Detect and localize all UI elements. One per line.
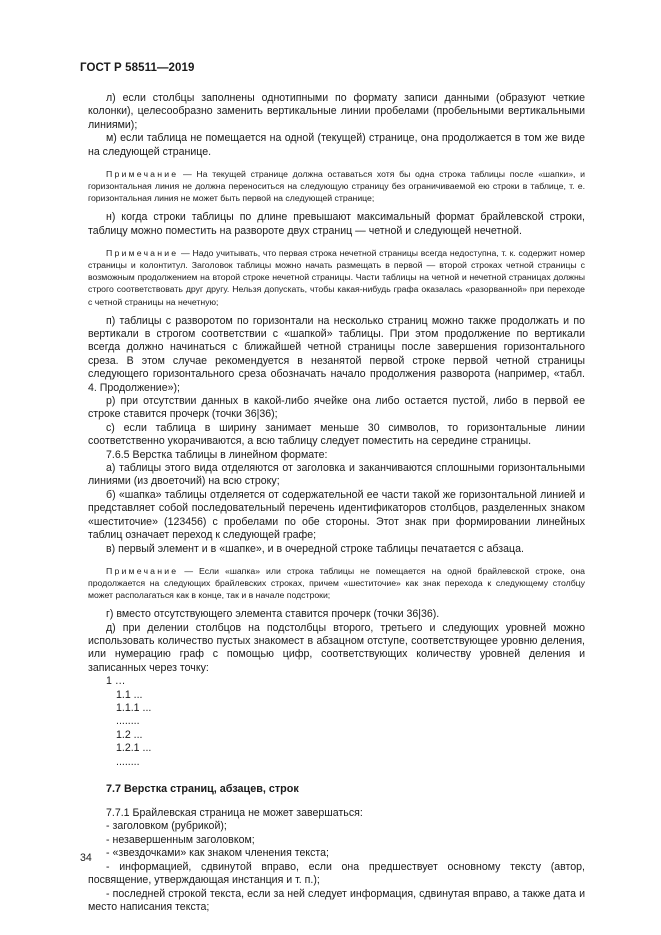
paragraph-p: п) таблицы с разворотом по горизонтали на несколько страниц можно также продолжать и по вертикали в строгом соответствии с «шапкой» таблицы. При этом продолжение по вертикали всегда должно начинаться с ближайшей четной страницы после завершения горизонтального среза. В этом случае рекомендуется в незанятой первой строке первой четной страницы следующего горизонтального среза обозначать начало продолжения разворота (например, «табл. 4. Продолжение»); <box>88 314 585 394</box>
dash-item-3: - «звездочками» как знаком членения текста; <box>106 847 330 860</box>
list-item: ........ <box>116 755 140 768</box>
paragraph-n: н) когда строки таблицы по длине превышают максимальный формат брайлевской строки, таблицу можно поместить на развороте двух страниц — четной и следующей нечетной. <box>88 211 585 237</box>
page-number: 34 <box>80 852 92 864</box>
note-text: — Надо учитывать, что первая строка нечетной страницы всегда недоступна, т. к. содержит номер страницы и колонтитул. Заголовок таблицы можно начать размещать в первой — второй строках четной страницы с возможным продолжением на второй строке нечетной страницы. Части таблицы на четной и нечетной страницах должны строго соответствовать друг другу. Нельзя допускать, чтобы какая-нибудь графа оказалась «разорванной» при переходе с четной страницы на нечетную; <box>88 248 585 307</box>
note-label: Примечание <box>106 169 179 180</box>
paragraph-s: с) если таблица в ширину занимает меньше 30 символов, то горизонтальные линии соответственно укорачиваются, а всю таблицу следует поместить на середине страницы. <box>88 421 585 448</box>
numbering-list <box>88 675 585 769</box>
dash-item-2: - незавершенным заголовком; <box>106 833 255 846</box>
note-label: Примечание <box>106 248 179 259</box>
paragraph-v: в) первый элемент и в «шапке», и в очередной строке таблицы печатается с абзаца. <box>106 542 524 555</box>
paragraph-7-7-1: 7.7.1 Брайлевская страница не может завершаться: <box>106 807 363 820</box>
section-heading-7-7: 7.7 Верстка страниц, абзацев, строк <box>106 783 299 796</box>
dash-item-5: - последней строкой текста, если за ней следует информация, сдвинутая вправо, а также дата и место написания текста; <box>88 887 585 913</box>
paragraph-m: м) если таблица не помещается на одной (текущей) странице, она продолжается в том же виде на следующей странице. <box>88 132 585 158</box>
paragraph-g: г) вместо отсутствующего элемента ставится прочерк (точки 36|36). <box>106 608 440 621</box>
paragraph-d: д) при делении столбцов на подстолбцы второго, третьего и следующих уровней можно использовать количество пустых знакомест в абзацном отступе, соответствующее уровню деления, или нумерацию граф с помощью цифр, соответствующих количеству уровней деления и записанных через точку: <box>88 621 585 674</box>
list-item: 1.2.1 ... <box>116 742 152 755</box>
paragraph-a: а) таблицы этого вида отделяются от заголовка и заканчиваются сплошными горизонтальными линиями (из двоеточий) на всю строку; <box>88 462 585 488</box>
dash-item-1: - заголовком (рубрикой); <box>106 820 227 833</box>
list-item: 1 … <box>106 675 126 688</box>
page-header: ГОСТ Р 58511—2019 <box>80 62 195 74</box>
note-label: Примечание <box>106 565 179 576</box>
note-1 <box>88 168 585 204</box>
paragraph-b: б) «шапка» таблицы отделяется от содержательной ее части такой же горизонтальной линией и представляет собой последовательный перечень идентификаторов столбцов, разделенных знаком «шеститочие» (123456) с пробелами по обе стороны. Этот знак при формировании линейных таблиц означает переход к следующей графе; <box>88 488 585 542</box>
note-text: — Если «шапка» или строка таблицы не помещается на одной брайлевской строке, она продолжается на следующих брайлевских строках, причем «шеститочие» как знак перехода к следующему столбцу может располагаться как в конце, так и в начале подстроки; <box>88 565 585 601</box>
paragraph-l: л) если столбцы заполнены однотипными по формату записи данными (образуют четкие колонки), целесообразно заменить вертикальные линии пробелами (пробельными вертикальными линиями); <box>88 92 585 131</box>
list-item: 1.1.1 ... <box>116 702 152 715</box>
note-text: — На текущей странице должна оставаться хотя бы одна строка таблицы после «шапки», и горизонтальная линия не должна переноситься на следующую страницу без ограничиваемой ею строки в таблице, т. е. горизонтальная линия не может быть первой на следующей странице; <box>88 169 585 204</box>
note-2 <box>88 247 585 307</box>
page-content <box>88 92 585 914</box>
list-item: 1.1 ... <box>116 688 143 701</box>
note-3 <box>88 565 585 601</box>
list-item: 1.2 ... <box>116 728 143 741</box>
dash-item-4: - информацией, сдвинутой вправо, если она предшествует основному тексту (автор, посвящение, утверждающая инстанция и т. п.); <box>88 860 585 887</box>
paragraph-r: р) при отсутствии данных в какой-либо ячейке она либо остается пустой, либо в первой ее строке ставится прочерк (точки 36|36); <box>88 395 585 421</box>
list-item: ........ <box>116 715 140 728</box>
paragraph-7-6-5: 7.6.5 Верстка таблицы в линейном формате: <box>106 448 328 461</box>
